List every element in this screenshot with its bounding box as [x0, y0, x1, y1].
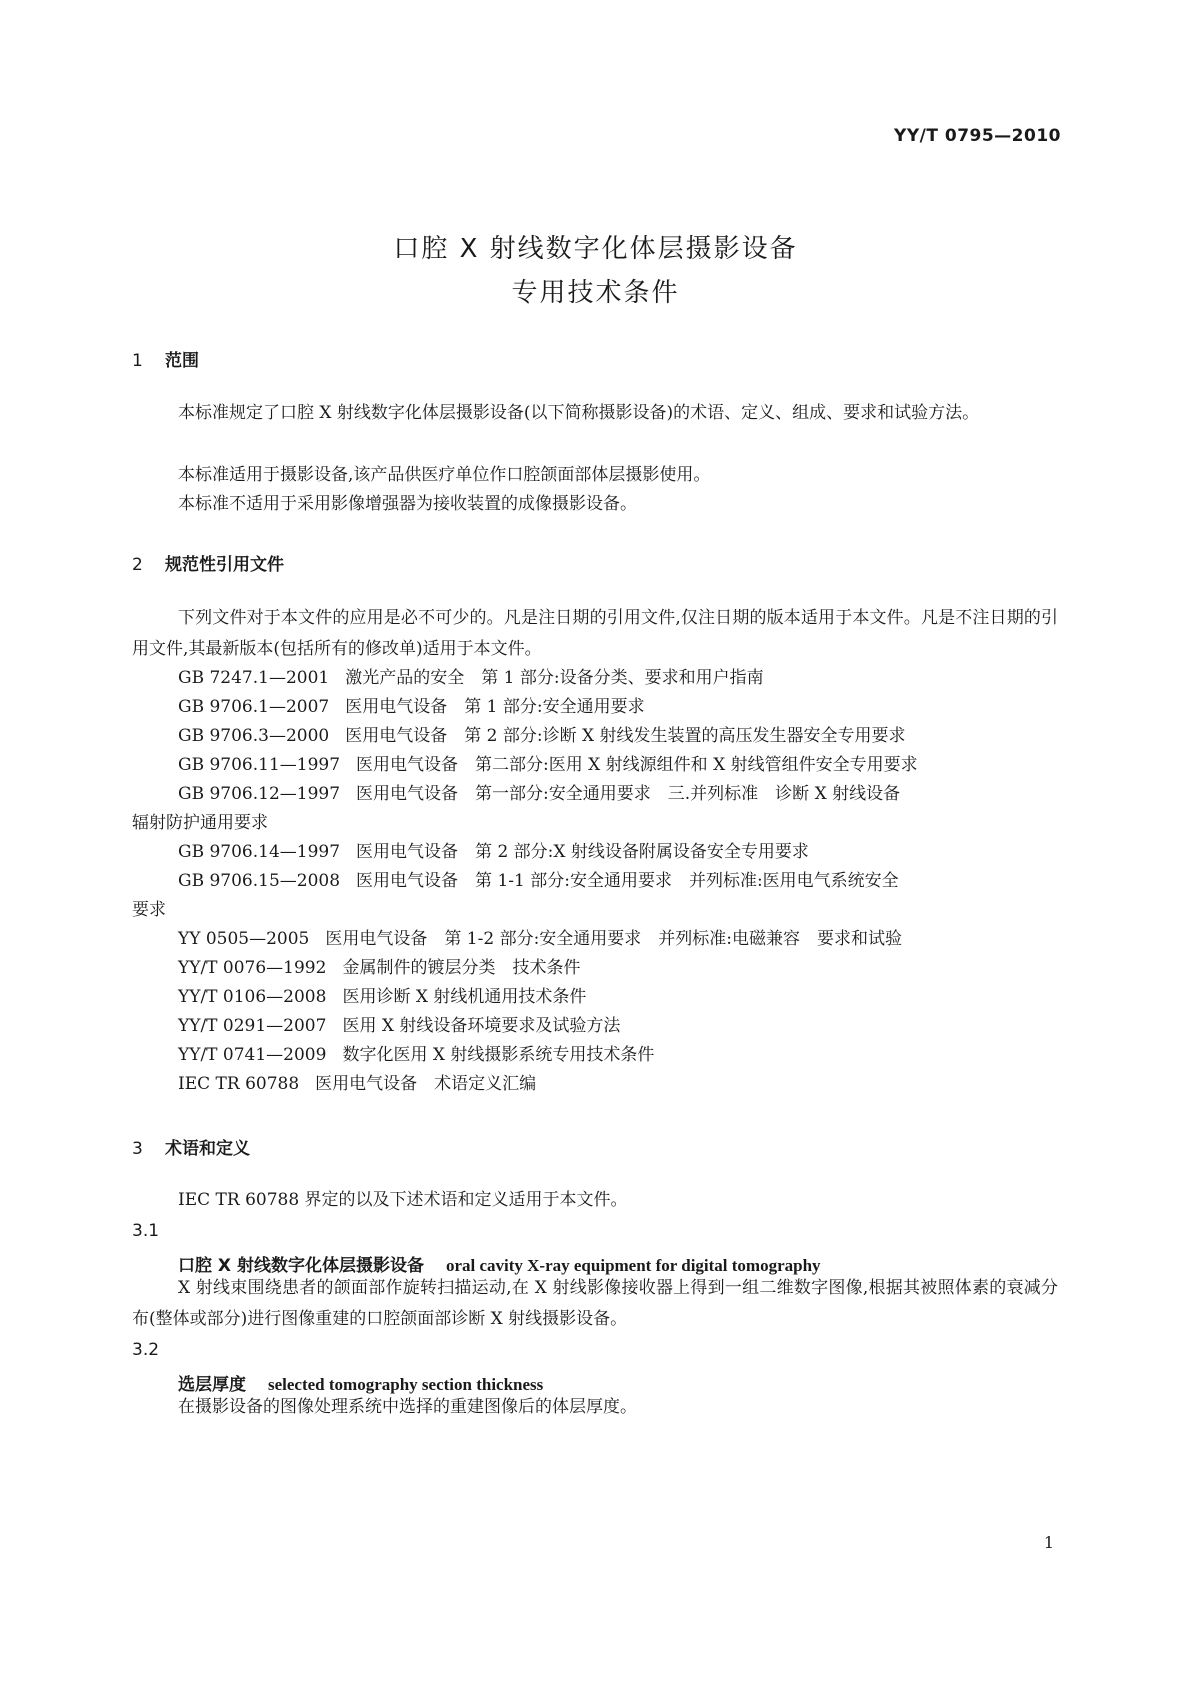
- reference-item: [178, 982, 1058, 1013]
- reference-item: [178, 721, 1058, 752]
- document-title: 口腔 X 射线数字化体层摄影设备: [393, 234, 798, 264]
- term-number: 3.1: [132, 1221, 160, 1241]
- term-english: selected tomography section thickness: [268, 1375, 544, 1394]
- section-number: 1: [132, 351, 143, 371]
- page-number: 1: [1043, 1533, 1054, 1552]
- reference-title: 医用电气设备 第 1 部分:安全通用要求: [345, 697, 645, 717]
- reference-code: YY/T 0076—1992: [178, 958, 327, 978]
- reference-title: 医用诊断 X 射线机通用技术条件: [342, 987, 587, 1007]
- reference-title: 医用电气设备 第二部分:医用 X 射线源组件和 X 射线管组件安全专用要求: [356, 755, 918, 775]
- section-1-heading: [132, 346, 199, 371]
- reference-item: [178, 1040, 1058, 1071]
- reference-title: 医用电气设备 第一部分:安全通用要求 三.并列标准 诊断 X 射线设备: [356, 784, 901, 804]
- section-title: 范围: [165, 351, 199, 371]
- reference-item: [178, 692, 1058, 723]
- reference-code: YY/T 0741—2009: [178, 1045, 327, 1065]
- section-title: 术语和定义: [165, 1139, 250, 1159]
- document-subtitle: 专用技术条件: [511, 278, 680, 308]
- section-title: 规范性引用文件: [165, 555, 284, 575]
- reference-continuation: 要求: [132, 900, 166, 920]
- term-chinese: 口腔 X 射线数字化体层摄影设备: [178, 1256, 424, 1276]
- reference-item: [178, 663, 1058, 694]
- reference-code: GB 9706.3—2000: [178, 726, 330, 746]
- reference-code: YY/T 0106—2008: [178, 987, 327, 1007]
- reference-code: GB 9706.1—2007: [178, 697, 330, 717]
- reference-item: [178, 866, 1058, 897]
- section-number: 2: [132, 555, 143, 575]
- reference-code: YY/T 0291—2007: [178, 1016, 327, 1036]
- reference-code: GB 9706.11—1997: [178, 755, 341, 775]
- reference-code: IEC TR 60788: [178, 1074, 300, 1094]
- reference-title: 数字化医用 X 射线摄影系统专用技术条件: [342, 1045, 655, 1065]
- reference-item: [178, 953, 1058, 984]
- reference-title: 医用电气设备 第 1-1 部分:安全通用要求 并列标准:医用电气系统安全: [356, 871, 899, 891]
- reference-title: 医用电气设备 术语定义汇编: [315, 1074, 537, 1094]
- reference-item: [178, 779, 1058, 810]
- paragraph: 本标准不适用于采用影像增强器为接收装置的成像摄影设备。: [178, 494, 637, 514]
- standard-number: YY/T 0795—2010: [894, 126, 1061, 146]
- term-chinese: 选层厚度: [178, 1375, 246, 1395]
- reference-title: 激光产品的安全 第 1 部分:设备分类、要求和用户指南: [345, 668, 764, 688]
- reference-title: 医用电气设备 第 2 部分:X 射线设备附属设备安全专用要求: [356, 842, 809, 862]
- reference-item: [178, 1069, 1058, 1100]
- reference-title: 医用 X 射线设备环境要求及试验方法: [342, 1016, 621, 1036]
- section-3-heading: [132, 1134, 250, 1159]
- reference-continuation: 辐射防护通用要求: [132, 813, 268, 833]
- section-number: 3: [132, 1139, 143, 1159]
- reference-item: [178, 924, 1058, 955]
- paragraph: 下列文件对于本文件的应用是必不可少的。凡是注日期的引用文件,仅注日期的版本适用于本文件。凡是不注日期的引用文件,其最新版本(包括所有的修改单)适用于本文件。: [132, 608, 1058, 659]
- reference-code: GB 7247.1—2001: [178, 668, 330, 688]
- paragraph: IEC TR 60788 界定的以及下述术语和定义适用于本文件。: [178, 1190, 628, 1210]
- reference-title: 医用电气设备 第 2 部分:诊断 X 射线发生装置的高压发生器安全专用要求: [345, 726, 906, 746]
- term-definition: 在摄影设备的图像处理系统中选择的重建图像后的体层厚度。: [178, 1397, 637, 1417]
- reference-code: GB 9706.12—1997: [178, 784, 341, 804]
- reference-title: 医用电气设备 第 1-2 部分:安全通用要求 并列标准:电磁兼容 要求和试验: [325, 929, 903, 949]
- reference-code: GB 9706.15—2008: [178, 871, 341, 891]
- reference-item: [178, 1011, 1058, 1042]
- term-definition: X 射线束围绕患者的颌面部作旋转扫描运动,在 X 射线影像接收器上得到一组二维数字图像,根据其被照体素的衰减分布(整体或部分)进行图像重建的口腔颌面部诊断 X 射线摄影设备。: [132, 1278, 1058, 1329]
- reference-code: YY 0505—2005: [178, 929, 310, 949]
- reference-code: GB 9706.14—1997: [178, 842, 341, 862]
- term-english: oral cavity X-ray equipment for digital tomography: [445, 1256, 821, 1275]
- section-2-heading: [132, 550, 284, 575]
- paragraph: 本标准适用于摄影设备,该产品供医疗单位作口腔颌面部体层摄影使用。: [178, 465, 711, 485]
- term-number: 3.2: [132, 1340, 160, 1360]
- reference-item: [178, 837, 1058, 868]
- reference-title: 金属制件的镀层分类 技术条件: [342, 958, 581, 978]
- paragraph: 本标准规定了口腔 X 射线数字化体层摄影设备(以下简称摄影设备)的术语、定义、组成、要求和试验方法。: [178, 403, 980, 423]
- reference-item: [178, 750, 1058, 781]
